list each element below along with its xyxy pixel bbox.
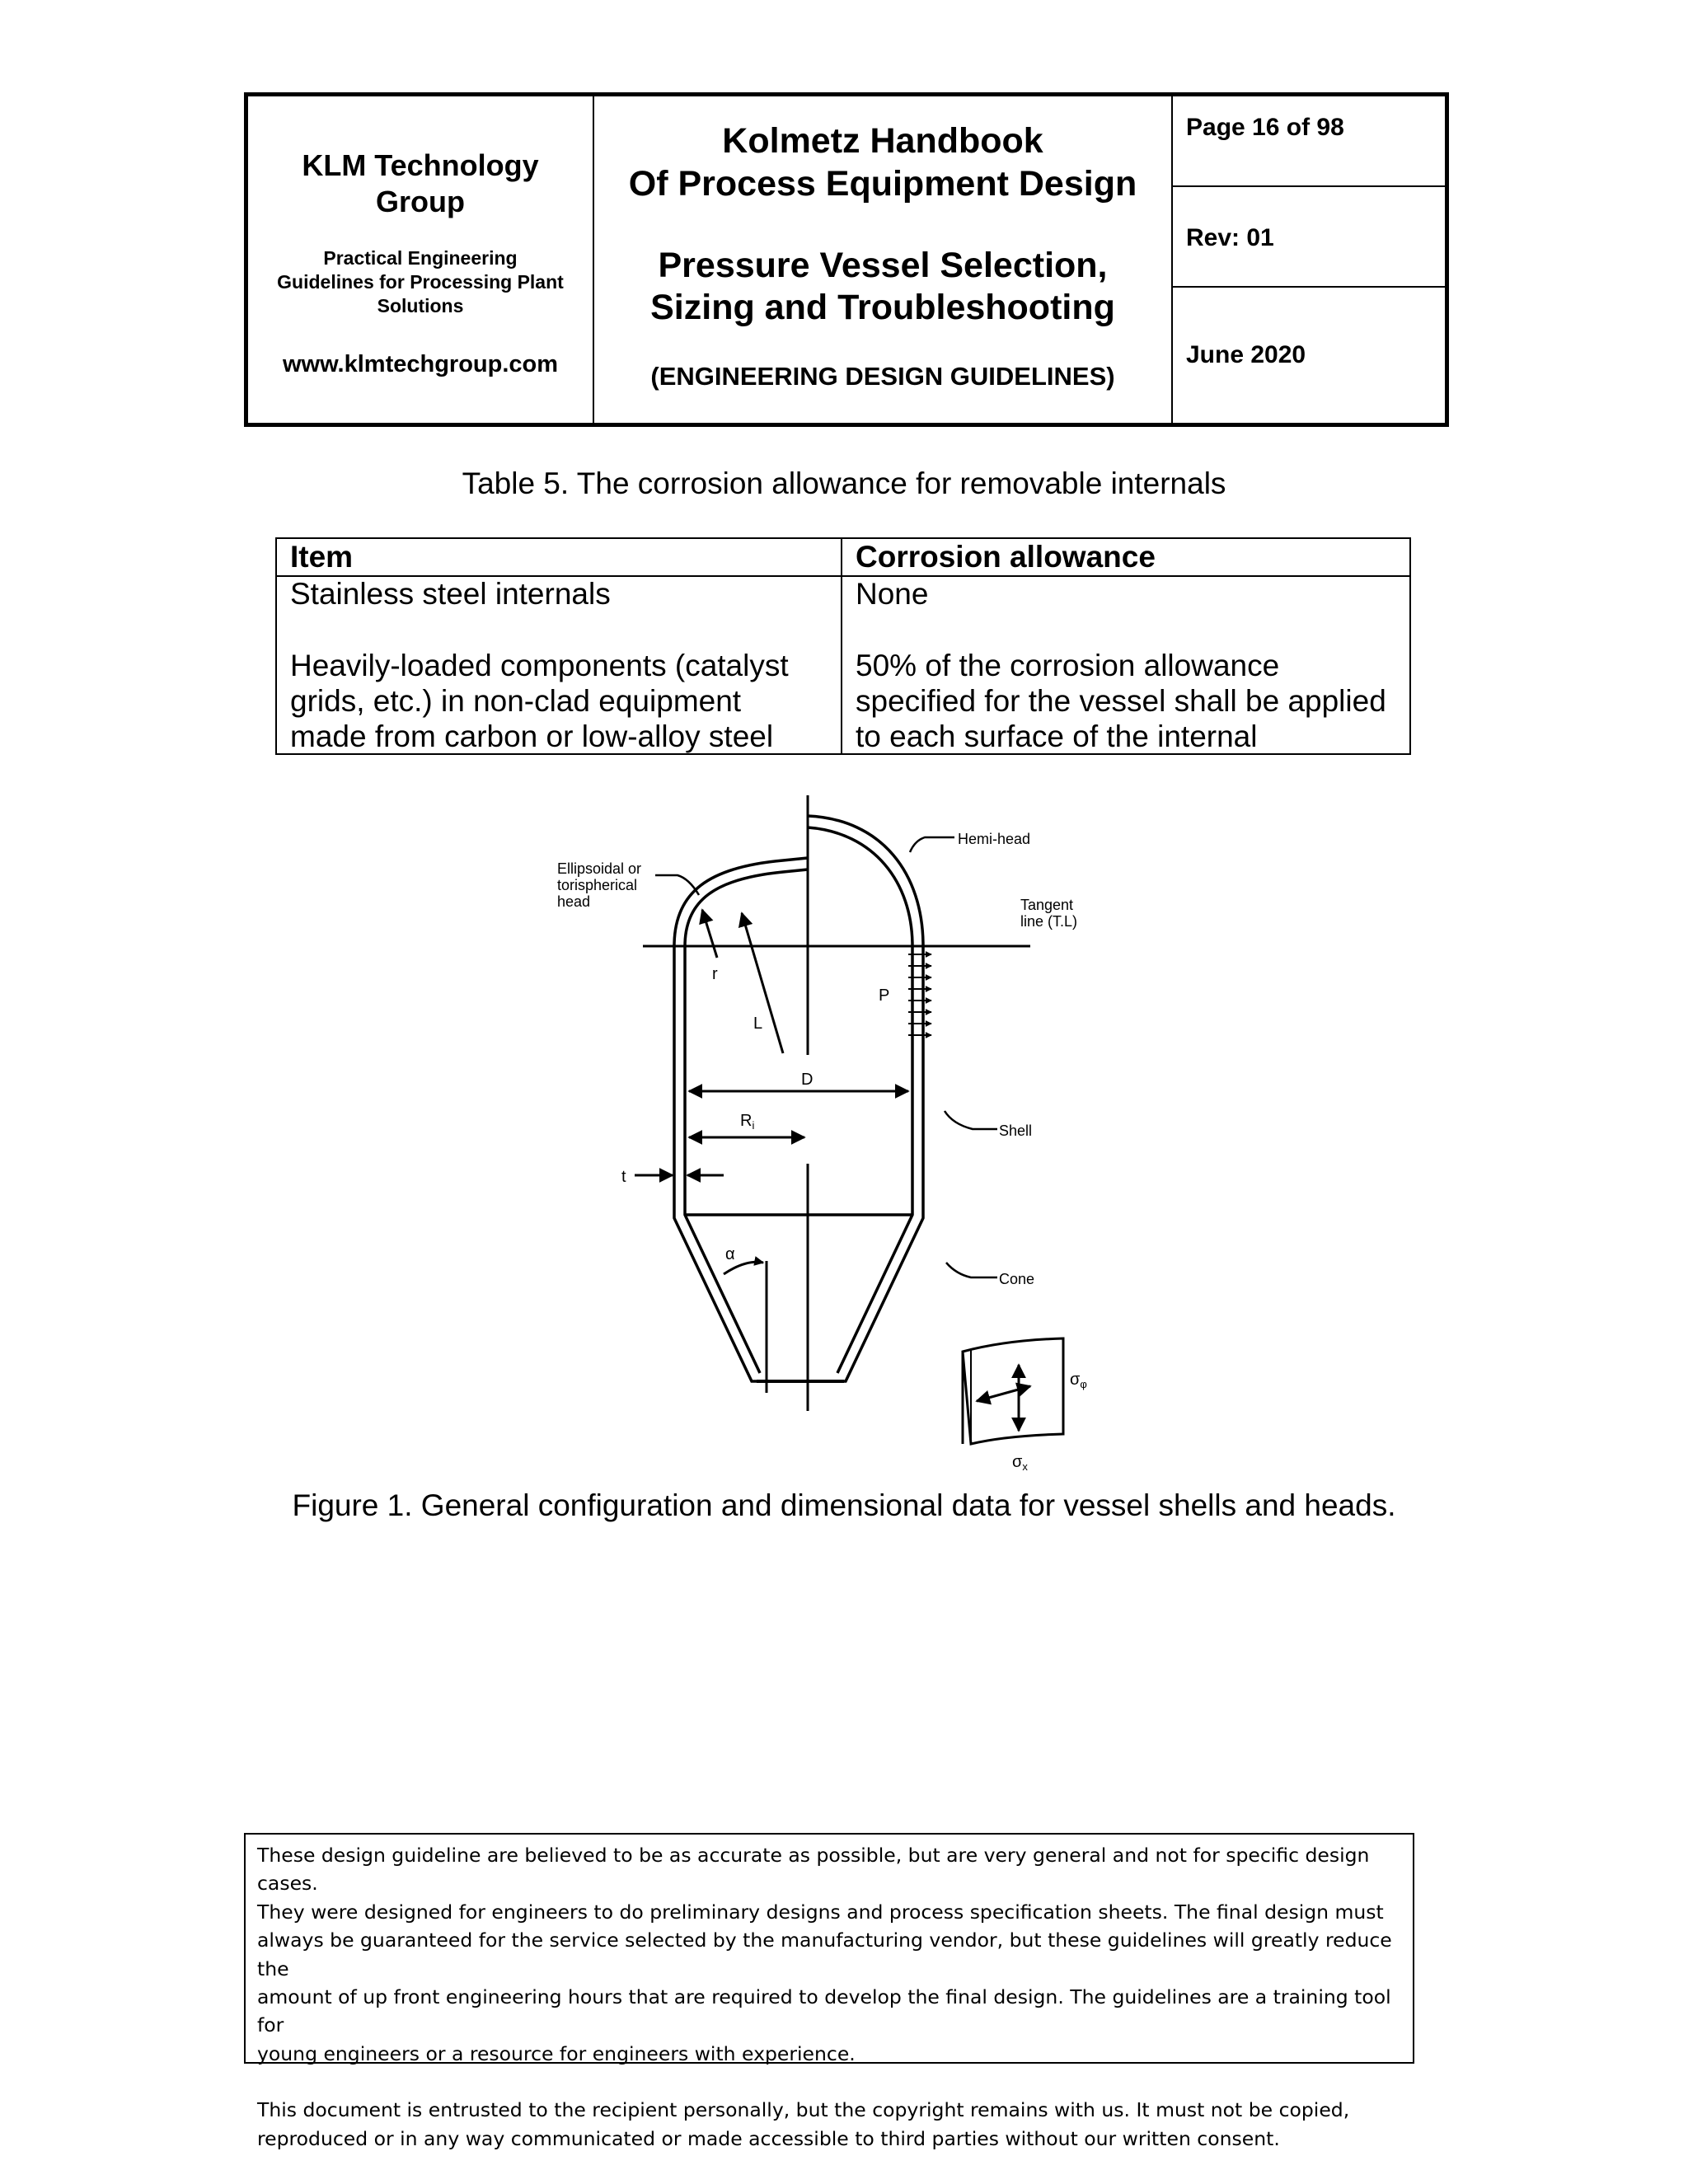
- hemi-head: [808, 816, 923, 946]
- label-sigma-phi: $\sigma_\varphi$: [1070, 1371, 1087, 1390]
- table-cell-item: Stainless steel internals: [290, 577, 611, 611]
- document-date: June 2020: [1186, 341, 1306, 368]
- ellipsoidal-head: [674, 858, 808, 946]
- label-cone: Cone: [999, 1271, 1035, 1287]
- corrosion-allowance-table: [275, 537, 1411, 755]
- table-column-divider: [841, 539, 842, 753]
- header-divider: [1173, 286, 1445, 288]
- vessel-shell: [674, 946, 923, 1381]
- company-name: KLM Technology Group: [302, 148, 539, 218]
- label-alpha: α: [725, 1245, 735, 1263]
- page-number: Page 16 of 98: [1186, 114, 1344, 141]
- label-tangent-line: Tangent: [1020, 897, 1074, 913]
- label-ellipsoidal-head: head: [557, 893, 591, 910]
- document-header: [244, 92, 1449, 427]
- document-subtitle: Pressure Vessel Selection, Sizing and Troubleshooting: [650, 246, 1115, 327]
- column-header-allowance: Corrosion allowance: [856, 540, 1156, 574]
- label-D: D: [801, 1071, 814, 1089]
- guidelines-label: (ENGINEERING DESIGN GUIDELINES): [650, 362, 1115, 391]
- vessel-diagram: [528, 783, 1137, 1483]
- label-hemi-head: Hemi-head: [958, 831, 1031, 847]
- disclaimer-paragraph: These design guideline are believed to be as accurate as possible, but are very general and not for specific design cases. They were designed for engineers to do preliminary designs and process specification sheets. The final design must always be guaranteed for the service selected by the manufacturing vendor, but these guidelines will greatly reduce the amount of up front engineering hours that are required to develop the final design. The guidelines are a training tool for young engineers or a resource for engineers with experience.: [257, 1844, 1392, 2065]
- label-sigma-x: $\sigma_x$: [1012, 1453, 1028, 1473]
- company-tagline: Practical Engineering Guidelines for Processing Plant Solutions: [277, 247, 564, 316]
- stress-element: [963, 1338, 1063, 1444]
- label-L: L: [753, 1015, 763, 1033]
- table-caption: Table 5. The corrosion allowance for removable internals: [462, 466, 1226, 500]
- cone-angle: [724, 1261, 767, 1393]
- label-shell: Shell: [999, 1122, 1033, 1139]
- label-r: r: [712, 965, 718, 983]
- table-cell-allowance: 50% of the corrosion allowance specified for the vessel shall be applied to each surface of the internal: [856, 649, 1386, 753]
- label-P: P: [879, 987, 890, 1005]
- label-t: t: [621, 1168, 626, 1186]
- header-divider: [1173, 185, 1445, 187]
- handbook-title: Kolmetz Handbook Of Process Equipment Design: [628, 121, 1137, 204]
- company-website[interactable]: www.klmtechgroup.com: [282, 351, 559, 377]
- label-ellipsoidal-head: Ellipsoidal or: [557, 860, 642, 877]
- label-ellipsoidal-head: torispherical: [557, 877, 638, 893]
- label-Ri: $R_i$: [740, 1112, 755, 1132]
- table-cell-item: Heavily-loaded components (catalyst grids, etc.) in non-clad equipment made from carbon or low-alloy steel: [290, 649, 789, 753]
- copyright-paragraph: This document is entrusted to the recipient personally, but the copyright remains with us. It must not be copied, reproduced or in any way communicated or made accessible to third parties without our written consent.: [257, 2098, 1350, 2150]
- label-tangent-line: line (T.L): [1020, 913, 1078, 930]
- column-header-item: Item: [290, 540, 354, 574]
- disclaimer-box: [244, 1833, 1414, 2150]
- figure-caption: Figure 1. General configuration and dimensional data for vessel shells and heads.: [292, 1488, 1396, 1522]
- revision: Rev: 01: [1186, 224, 1274, 251]
- label-leaders: [655, 837, 997, 1277]
- header-divider: [1171, 96, 1173, 423]
- radius-r-arrow: [702, 910, 717, 958]
- table-cell-allowance: None: [856, 577, 929, 611]
